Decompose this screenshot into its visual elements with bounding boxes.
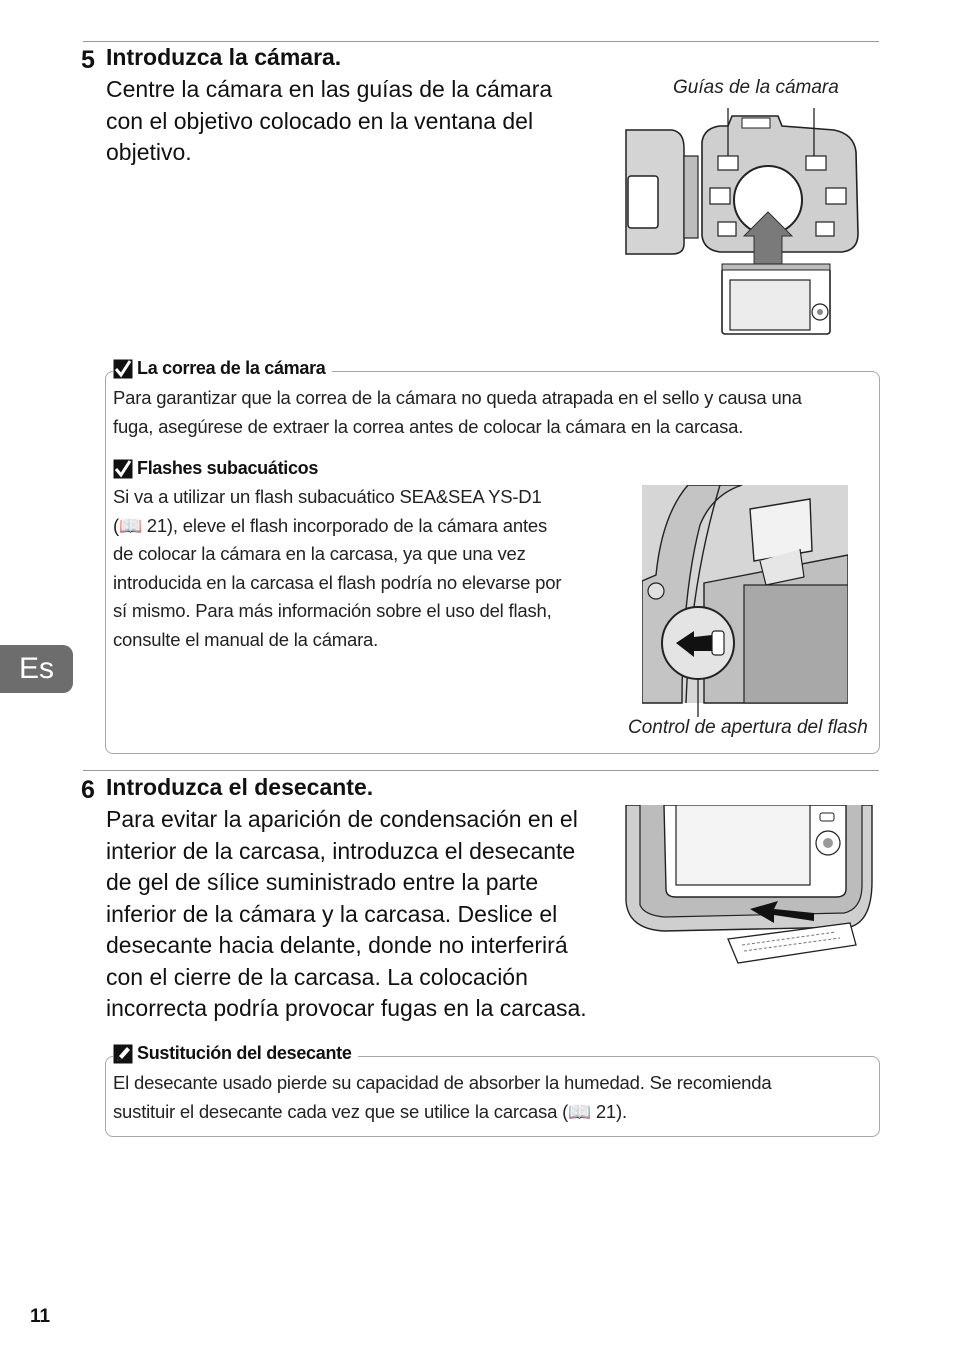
note-line: (📖 21), eleve el flash incorporado de la cámara antes — [113, 514, 548, 536]
step-5-body — [106, 74, 552, 169]
camera-guides-caption: Guías de la cámara — [673, 77, 839, 98]
step-5-title: Introduzca la cámara. — [106, 44, 342, 70]
note-line: Si va a utilizar un flash subacuático SEA&SEA YS-D1 — [113, 486, 542, 507]
step-6-line: Para evitar la aparición de condensación en el — [106, 806, 578, 832]
note-line: Para garantizar que la correa de la cámara no queda atrapada en el sello y causa una — [113, 387, 802, 408]
note-title-flash — [113, 458, 324, 479]
step-6-rule — [83, 770, 879, 771]
note-title-text: Sustitución del desecante — [137, 1043, 352, 1063]
note-line: sustituir el desecante cada vez que se utilice la carcasa (📖 21). — [113, 1100, 627, 1122]
note-line: introducida en la carcasa el flash podría no elevarse por — [113, 571, 562, 593]
top-rule — [83, 41, 879, 42]
note-title-strap — [113, 358, 332, 379]
note-title-text: La correa de la cámara — [137, 358, 326, 378]
step-6-line: inferior de la cámara y la carcasa. Deslice el — [106, 900, 558, 927]
step-6-line: interior de la carcasa, introduzca el desecante — [106, 837, 576, 864]
note-desiccant-body — [113, 1069, 771, 1126]
note-flash-body — [113, 483, 561, 654]
note-line: El desecante usado pierde su capacidad de absorber la humedad. Se recomienda — [113, 1072, 772, 1093]
step-6-line: con el cierre de la carcasa. La colocación — [106, 963, 528, 990]
note-title-desiccant — [113, 1043, 358, 1064]
step-6-line: desecante hacia delante, donde no interferirá — [106, 932, 568, 958]
page-number: 11 — [30, 1306, 51, 1327]
flash-control-illustration — [642, 485, 848, 717]
step-6-title: Introduzca el desecante. — [106, 774, 374, 800]
step-5-line: Centre la cámara en las guías de la cámara — [106, 76, 553, 102]
step-6-number: 6 — [81, 776, 95, 804]
note-line: fuga, asegúrese de extraer la correa antes de colocar la cámara en la carcasa. — [113, 415, 744, 437]
flash-control-caption: Control de apertura del flash — [628, 717, 868, 738]
note-line: de colocar la cámara en la carcasa, ya que una vez — [113, 543, 526, 564]
note-line: sí mismo. Para más información sobre el uso del flash, — [113, 600, 552, 621]
housing-camera-illustration — [624, 104, 864, 338]
step-5-line: con el objetivo colocado en la ventana del — [106, 107, 534, 134]
language-tab: Es — [0, 645, 73, 693]
desiccant-illustration — [624, 805, 874, 967]
note-line: consulte el manual de la cámara. — [113, 628, 379, 650]
step-6-line: de gel de sílice suministrado entre la parte — [106, 869, 539, 895]
step-5-line: objetivo. — [106, 139, 192, 165]
pencil-note-icon — [113, 1044, 133, 1064]
step-6-line: incorrecta podría provocar fugas en la carcasa. — [106, 995, 587, 1021]
note-strap-body — [113, 384, 802, 441]
note-title-text: Flashes subacuáticos — [137, 458, 319, 478]
checkmark-note-icon — [113, 359, 133, 379]
step-5-number: 5 — [81, 46, 95, 74]
step-6-body — [106, 804, 587, 1025]
checkmark-note-icon — [113, 459, 133, 479]
